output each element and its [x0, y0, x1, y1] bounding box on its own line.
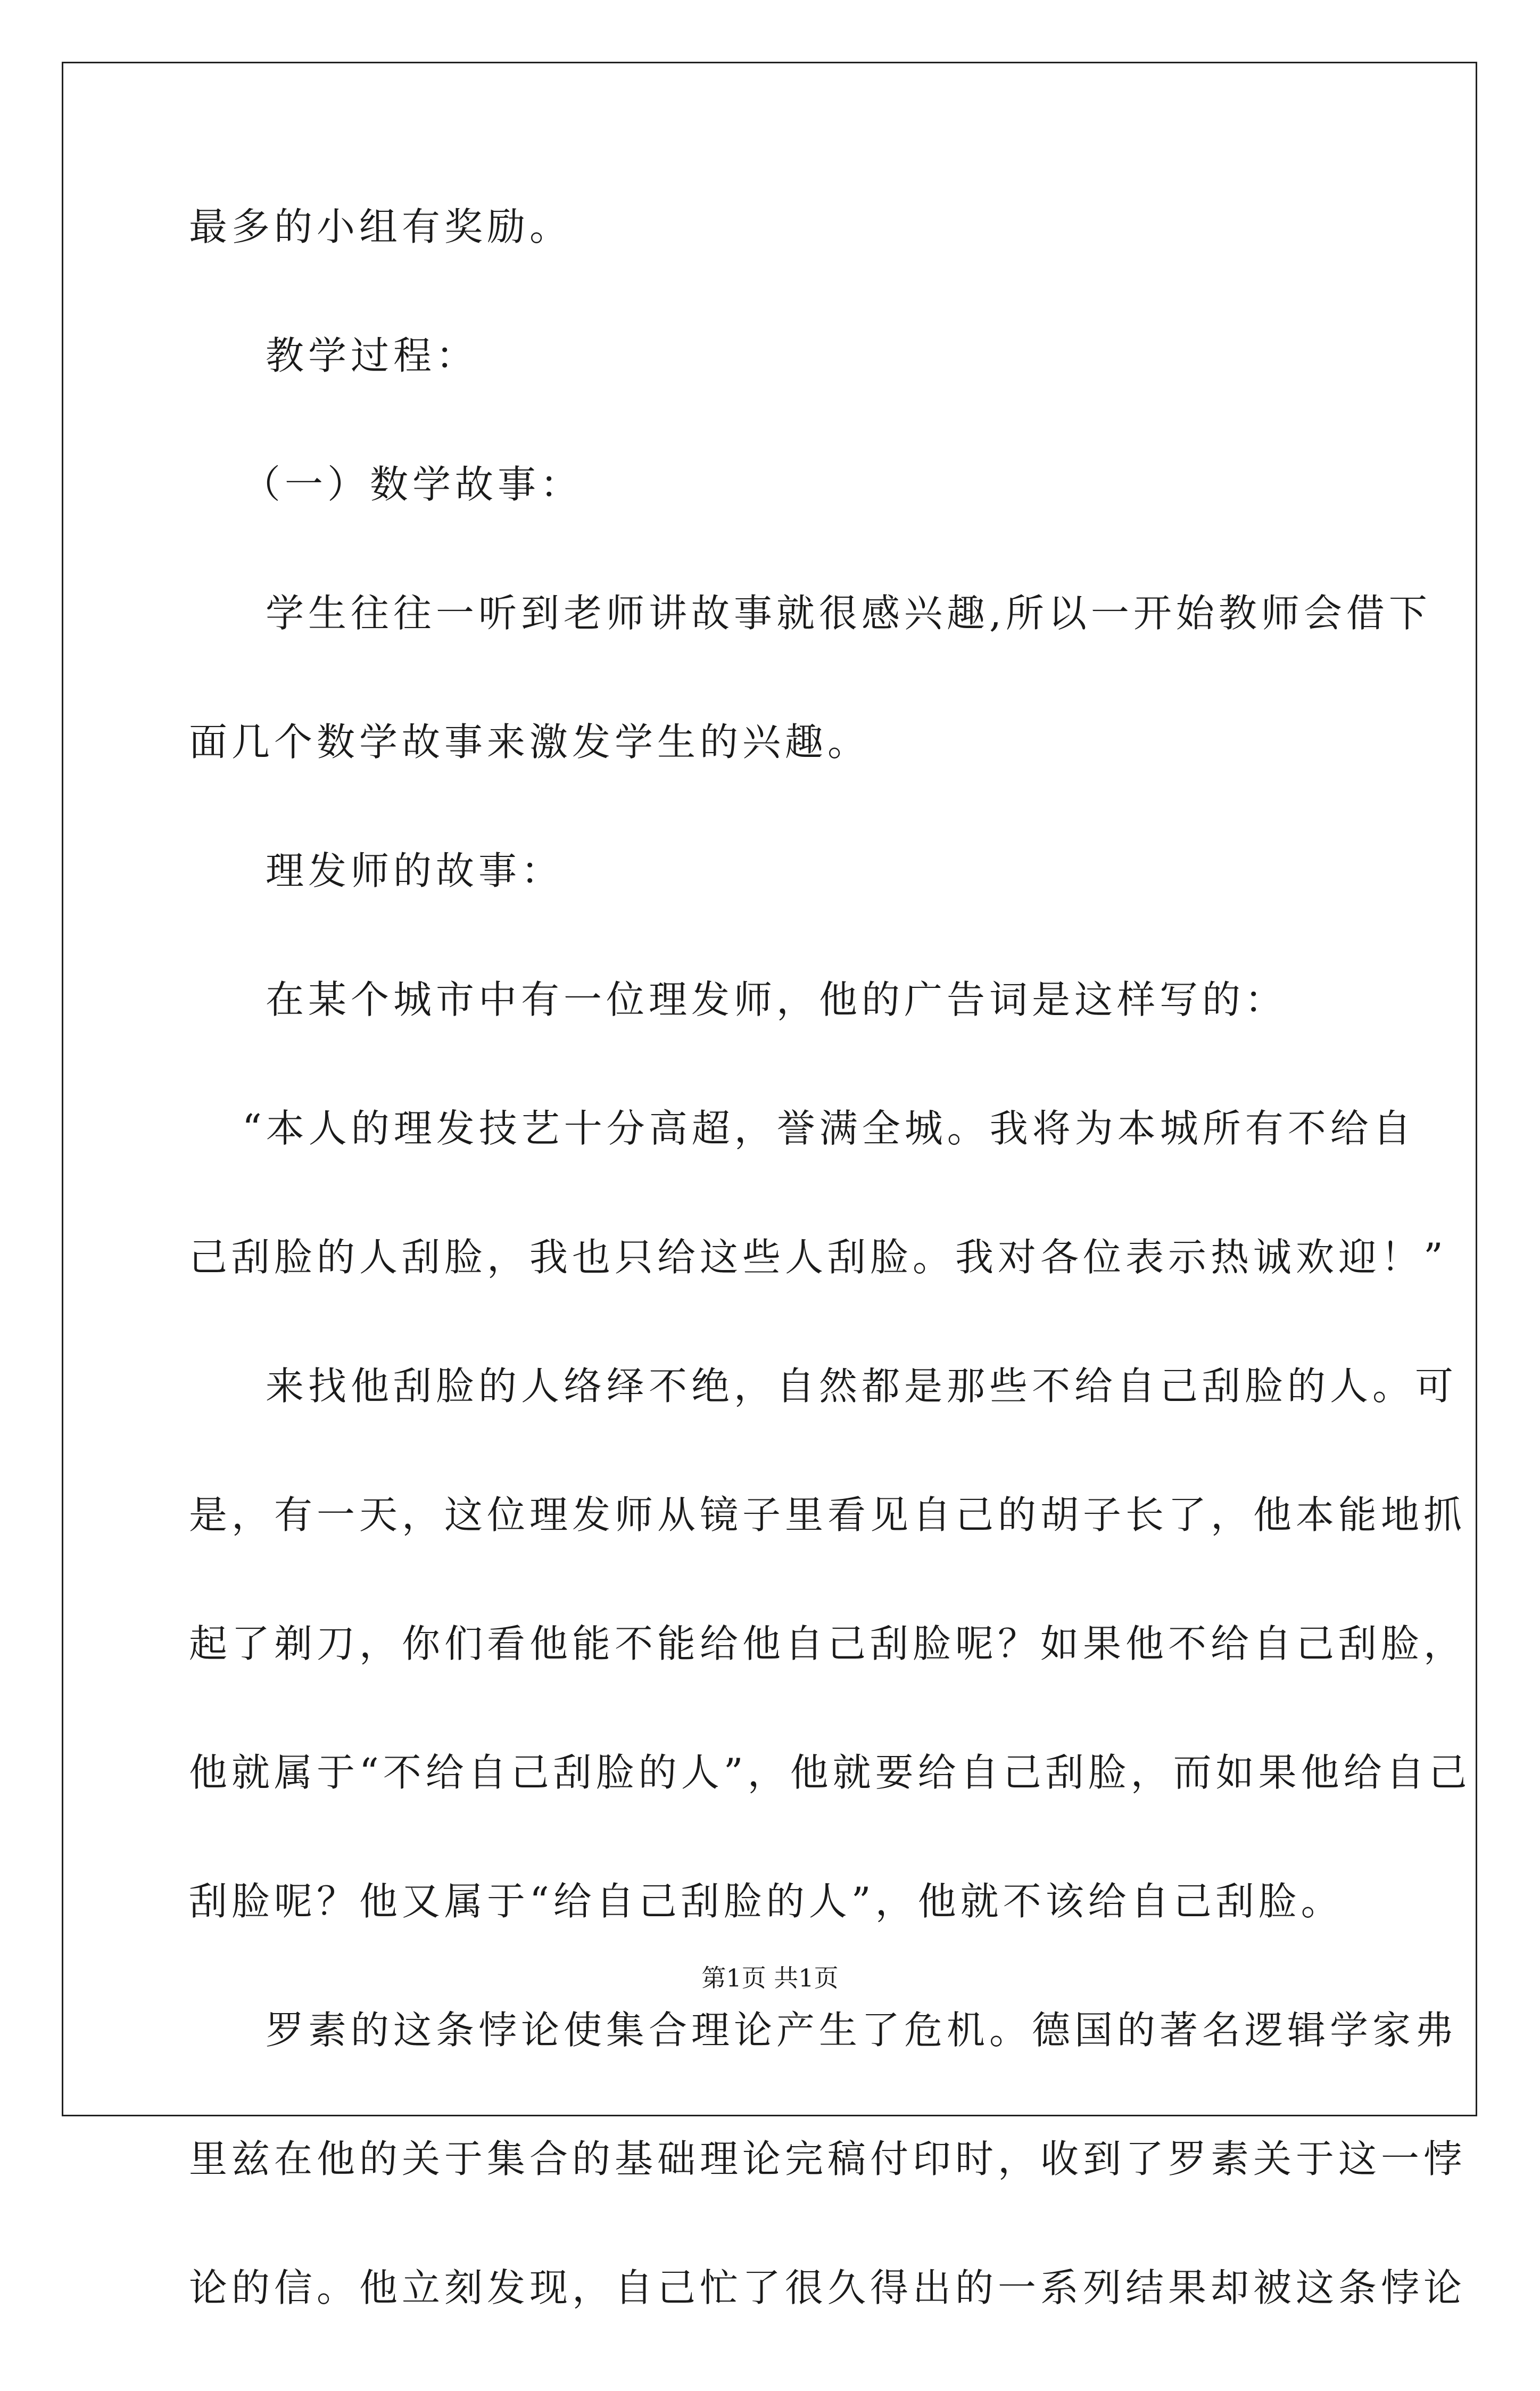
text-line: 来找他刮脸的人络绎不绝，自然都是那些不给自己刮脸的人。可: [266, 1364, 1458, 1408]
text-line: 教学过程：: [266, 333, 479, 378]
text-line: 己刮脸的人刮脸，我也只给这些人刮脸。我对各位表示热诚欢迎！”: [189, 1235, 1447, 1280]
document-body: [189, 201, 1471, 2391]
text-line: 面几个数学故事来激发学生的兴趣。: [189, 720, 871, 764]
text-line: （一）数学故事：: [242, 462, 583, 507]
text-line: 他就属于“不给自己刮脸的人”，他就要给自己刮脸，而如果他给自己: [189, 1750, 1471, 1795]
text-line: “本人的理发技艺十分高超，誉满全城。我将为本城所有不给自: [242, 1106, 1415, 1151]
page-number-footer: 第1页 共1页: [701, 1964, 839, 1992]
text-line: 起了剃刀，你们看他能不能给他自己刮脸呢？如果他不给自己刮脸，: [189, 1621, 1467, 1666]
text-line: 理发师的故事：: [266, 848, 564, 893]
text-line: 罗素的这条悖论使集合理论产生了危机。德国的著名逻辑学家弗: [266, 2008, 1458, 2052]
text-line: 里兹在他的关于集合的基础理论完稿付印时，收到了罗素关于这一悖: [189, 2137, 1467, 2181]
text-line: 最多的小组有奖励。: [189, 204, 573, 249]
text-line: 在某个城市中有一位理发师，他的广告词是这样写的：: [266, 977, 1288, 1022]
text-line: 是，有一天，这位理发师从镜子里看见自己的胡子长了，他本能地抓: [189, 1493, 1467, 1537]
text-line: 论的信。他立刻发现，自己忙了很久得出的一系列结果却被这条悖论: [189, 2265, 1467, 2310]
text-line: 刮脸呢？他又属于“给自己刮脸的人”，他就不该给自己刮脸。: [189, 1879, 1344, 1924]
text-line: 学生往往一听到老师讲故事就很感兴趣,所以一开始教师会借下: [266, 591, 1431, 636]
